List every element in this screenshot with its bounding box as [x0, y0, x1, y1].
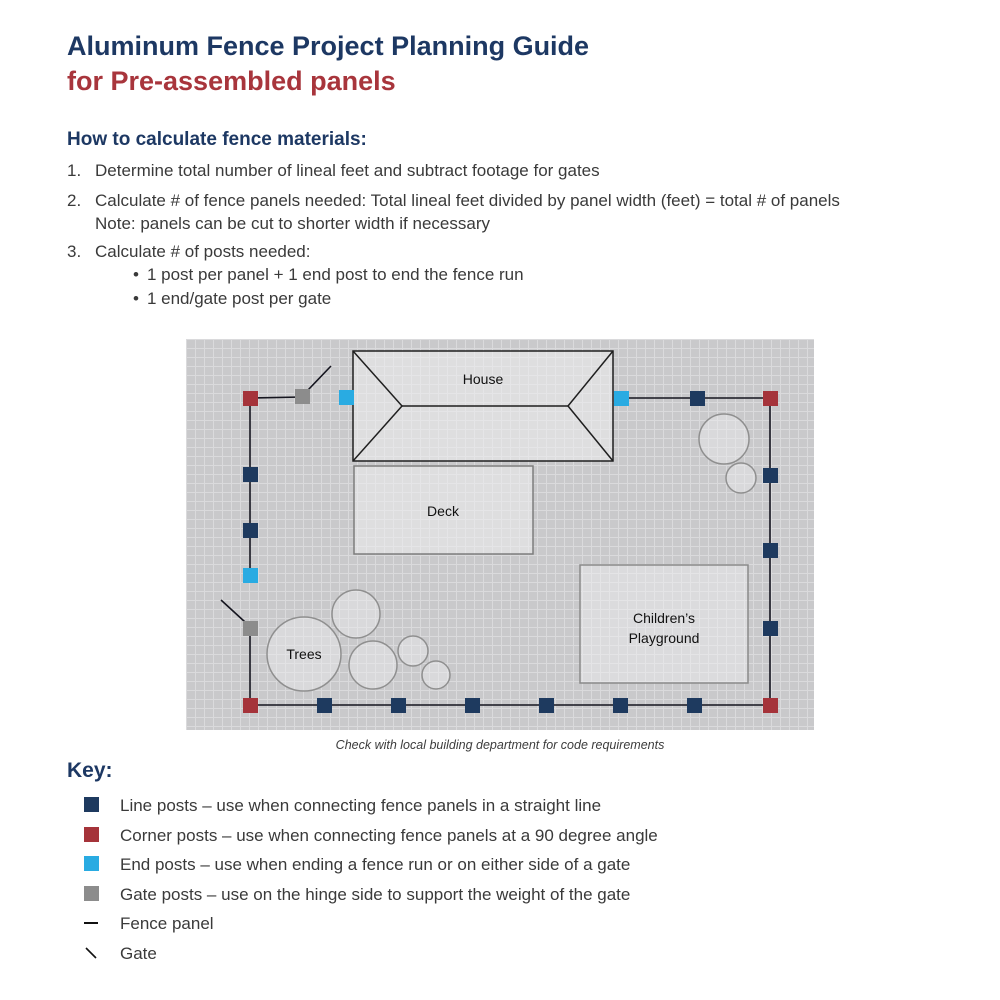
key-heading: Key: [67, 759, 113, 782]
line-post-swatch [84, 797, 99, 812]
key-label: Gate posts – use on the hinge side to support the weight of the gate [120, 885, 631, 904]
instruction-item-3-bullet-2: • 1 end/gate post per gate [133, 289, 331, 309]
diagram-caption: Check with local building department for code requirements [335, 738, 665, 752]
line-post [243, 523, 258, 538]
section-heading: How to calculate fence materials: [67, 129, 367, 150]
key-label: Gate [120, 944, 157, 963]
trees-label: Trees [286, 646, 322, 662]
instruction-item-3-bullet-1: • 1 post per panel + 1 end post to end the fence run [133, 265, 524, 285]
item-number: 2. [67, 191, 82, 210]
item-number: 1. [67, 161, 82, 180]
key-label: Corner posts – use when connecting fence panels at a 90 degree angle [120, 826, 658, 845]
page-title: Aluminum Fence Project Planning Guide [67, 31, 590, 61]
gate-post-swatch [84, 886, 99, 901]
fence-panel-glyph [84, 922, 98, 924]
end-post-swatch [84, 856, 99, 871]
instruction-item-2-note: Note: panels can be cut to shorter width if necessary [95, 214, 490, 233]
line-post [539, 698, 554, 713]
line-post [243, 467, 258, 482]
end-post [339, 390, 354, 405]
item-text: Calculate # of fence panels needed: Total lineal feet divided by panel width (feet) = total # of panels [95, 191, 840, 210]
corner-post [243, 698, 258, 713]
corner-post [243, 391, 258, 406]
line-post [613, 698, 628, 713]
item-number: 3. [67, 242, 82, 261]
line-post [317, 698, 332, 713]
key-label: End posts – use when ending a fence run or on either side of a gate [120, 855, 631, 874]
playground-label-line2: Playground [628, 630, 700, 646]
site-plan-diagram [186, 339, 814, 730]
line-post [687, 698, 702, 713]
page-subtitle: for Pre-assembled panels [67, 66, 396, 96]
line-post [763, 543, 778, 558]
line-post [465, 698, 480, 713]
house-label: House [462, 371, 504, 387]
gate-post [243, 621, 258, 636]
item-text: Determine total number of lineal feet and subtract footage for gates [95, 161, 600, 180]
item-text: Calculate # of posts needed: [95, 242, 311, 261]
corner-post-swatch [84, 827, 99, 842]
gate-post [295, 389, 310, 404]
end-post [243, 568, 258, 583]
posts-layer [186, 339, 814, 730]
line-post [763, 468, 778, 483]
line-post [690, 391, 705, 406]
end-post [614, 391, 629, 406]
playground-label-line1: Children’s [633, 610, 695, 626]
key-label: Fence panel [120, 914, 214, 933]
line-post [763, 621, 778, 636]
deck-label: Deck [427, 503, 459, 519]
instruction-item-2 [67, 191, 840, 211]
instruction-item-1 [67, 161, 600, 181]
gate-glyph [84, 945, 99, 960]
corner-post [763, 698, 778, 713]
line-post [391, 698, 406, 713]
instruction-item-3 [67, 242, 310, 262]
key-label: Line posts – use when connecting fence panels in a straight line [120, 796, 602, 815]
corner-post [763, 391, 778, 406]
